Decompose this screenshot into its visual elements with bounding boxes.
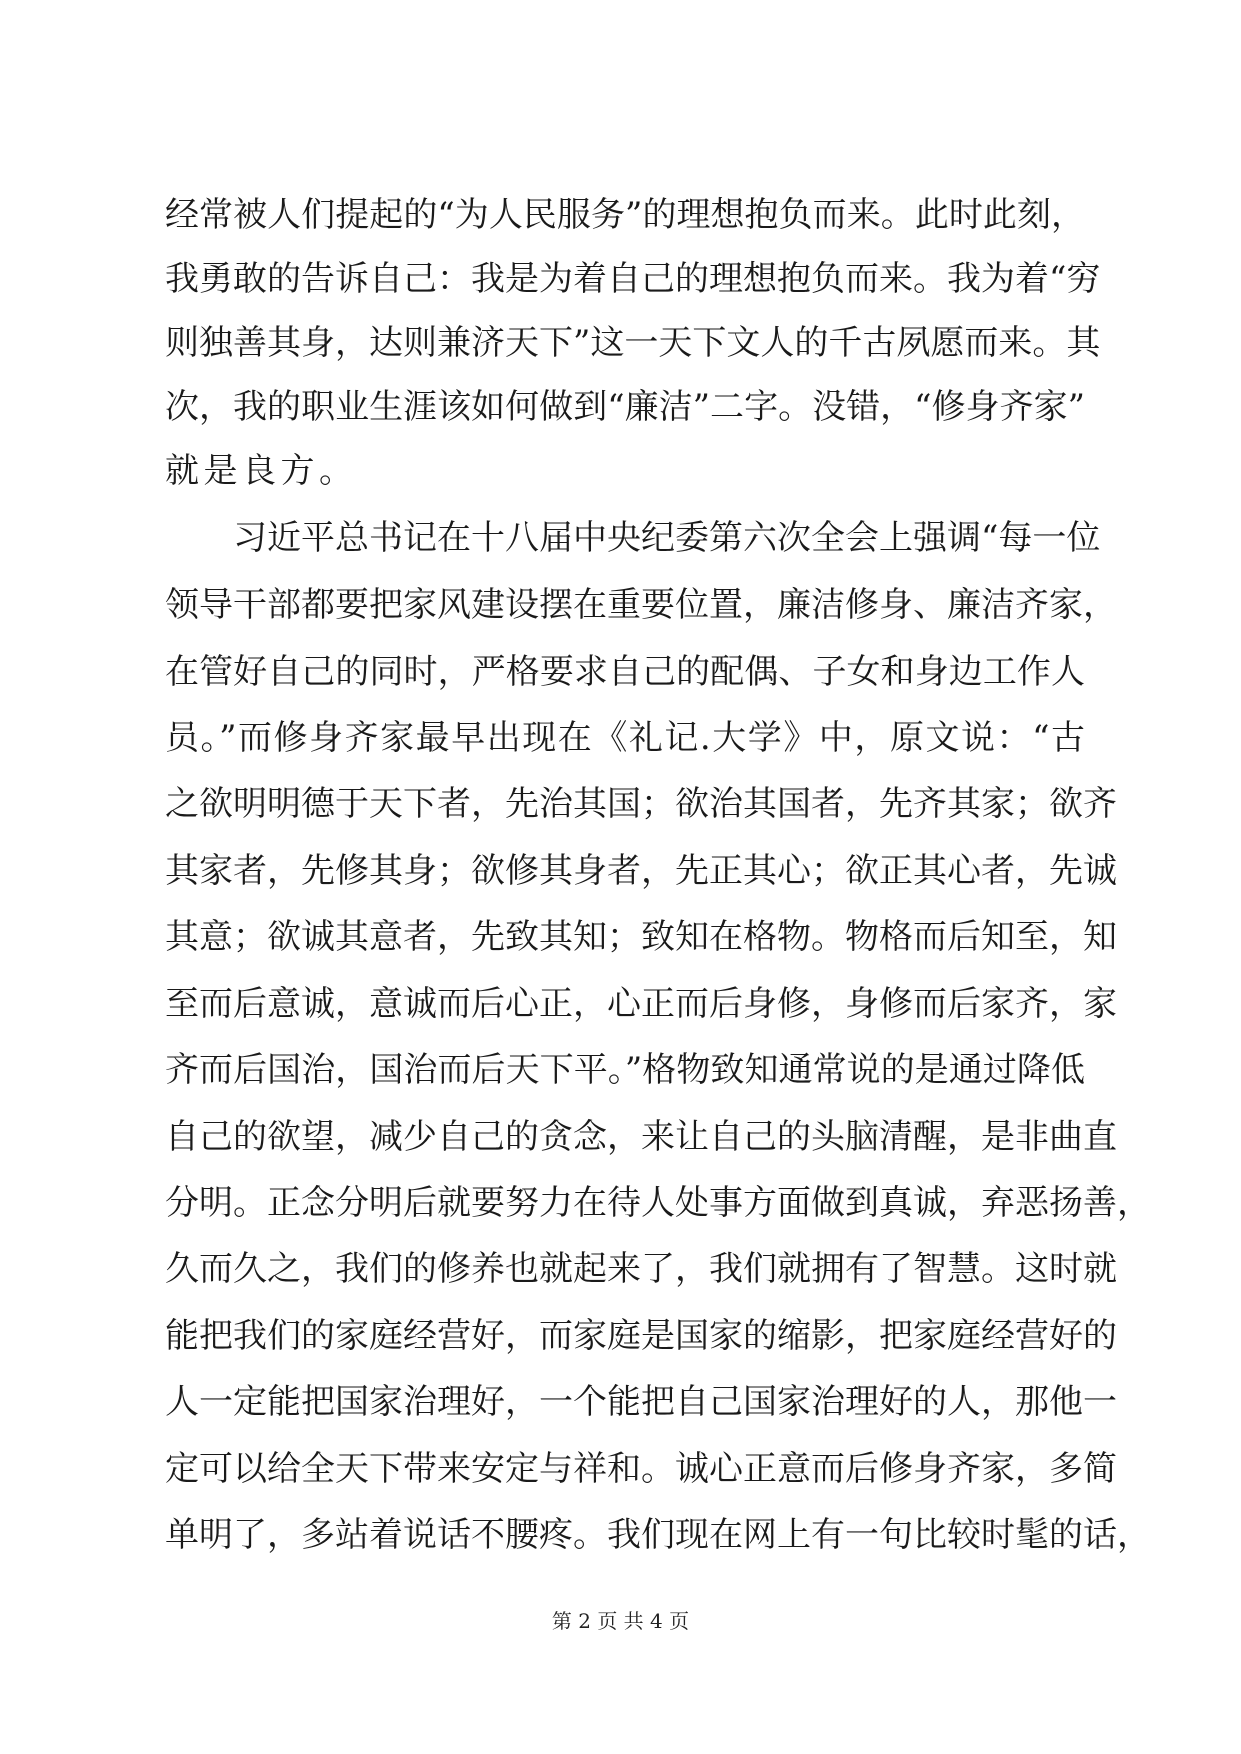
text-line: 领导干部都要把家风建设摆在重要位置，廉洁修身、廉洁齐家，	[165, 585, 1117, 625]
text-line: 至而后意诚，意诚而后心正，心正而后身修，身修而后家齐，家	[165, 984, 1117, 1024]
text-line: 定可以给全天下带来安定与祥和。诚心正意而后修身齐家，多简	[165, 1449, 1117, 1489]
text-line: 分明。正念分明后就要努力在待人处事方面做到真诚，弃恶扬善，	[165, 1183, 1151, 1223]
text-line: 则独善其身，达则兼济天下”这一天下文人的千古夙愿而来。其	[165, 323, 1101, 363]
text-line: 人一定能把国家治理好，一个能把自己国家治理好的人，那他一	[165, 1382, 1117, 1422]
text-line: 经常被人们提起的“为人民服务”的理想抱负而来。此时此刻，	[165, 195, 1085, 235]
text-line: 久而久之，我们的修养也就起来了，我们就拥有了智慧。这时就	[165, 1249, 1117, 1289]
text-line: 其家者，先修其身；欲修其身者，先正其心；欲正其心者，先诚	[165, 851, 1117, 891]
page-number: 第 2 页 共 4 页	[551, 1609, 690, 1633]
text-line: 单明了，多站着说话不腰疼。我们现在网上有一句比较时髦的话，	[165, 1515, 1151, 1555]
text-line: 齐而后国治，国治而后天下平。”格物致知通常说的是通过降低	[165, 1050, 1085, 1090]
text-line: 我勇敢的告诉自己：我是为着自己的理想抱负而来。我为着“穷	[165, 259, 1101, 299]
text-line: 在管好自己的同时，严格要求自己的配偶、子女和身边工作人	[165, 652, 1085, 692]
text-line: 次，我的职业生涯该如何做到“廉洁”二字。没错，“修身齐家”	[165, 387, 1085, 427]
text-line: 能把我们的家庭经营好，而家庭是国家的缩影，把家庭经营好的	[165, 1316, 1117, 1356]
text-line: 就是良方。	[165, 451, 358, 491]
text-line: 自己的欲望，减少自己的贪念，来让自己的头脑清醒，是非曲直	[165, 1117, 1117, 1157]
text-line: 员。”而修身齐家最早出现在《礼记.大学》中，原文说：“古	[165, 718, 1085, 758]
page-footer	[0, 1606, 1241, 1636]
text-line: 其意；欲诚其意者，先致其知；致知在格物。物格而后知至，知	[165, 917, 1117, 957]
text-line: 之欲明明德于天下者，先治其国；欲治其国者，先齐其家；欲齐	[165, 784, 1117, 824]
paragraph-first-line: 习近平总书记在十八届中央纪委第六次全会上强调“每一位	[233, 518, 1101, 558]
